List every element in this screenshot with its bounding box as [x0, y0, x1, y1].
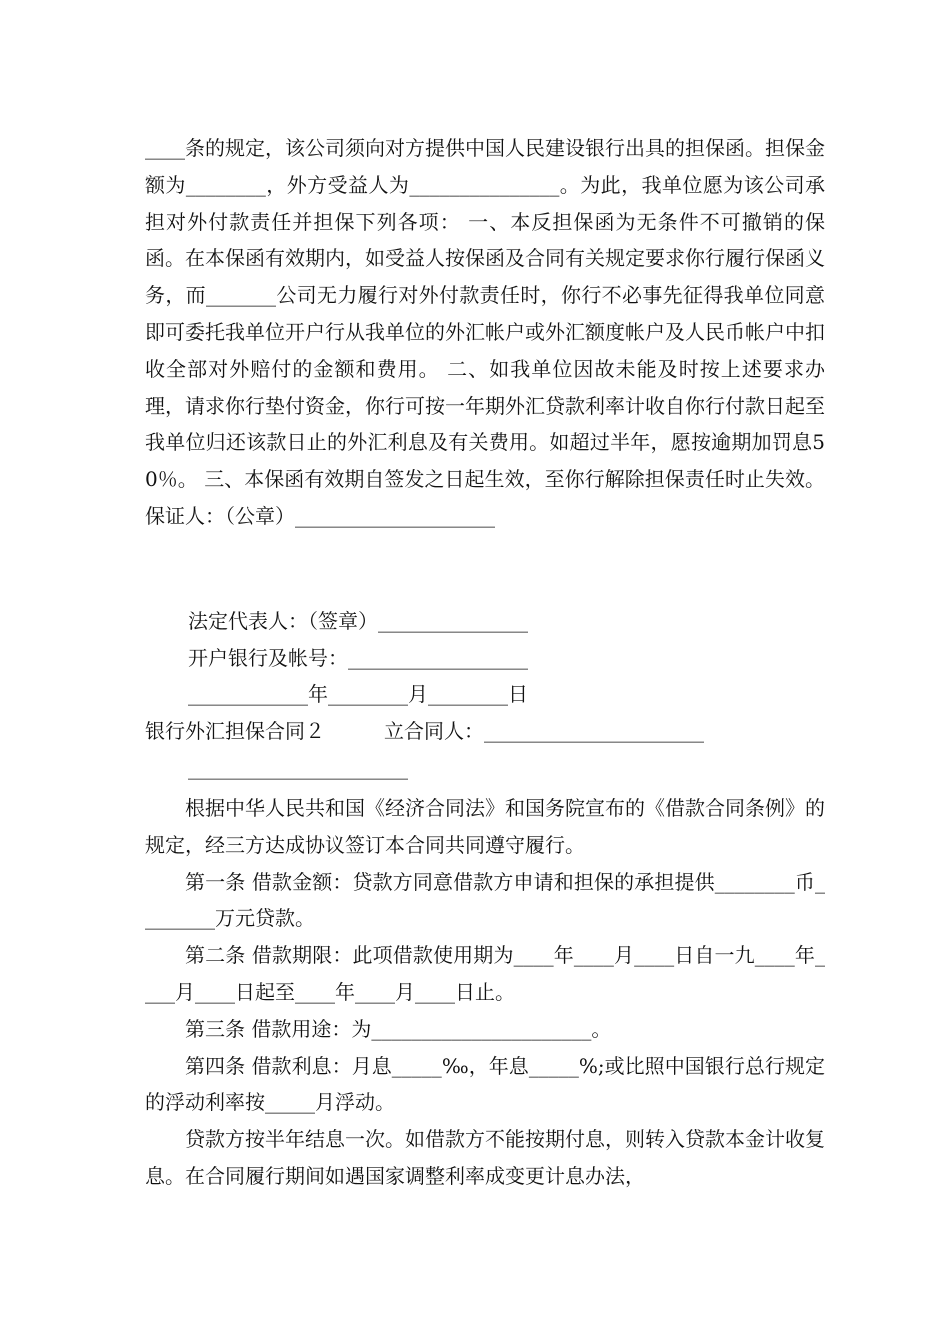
contract-parties-line-2: ______________________ — [188, 756, 408, 780]
contract-title: 银行外汇担保合同２ — [145, 719, 325, 743]
bank-account-line: 开户银行及帐号：__________________ — [188, 646, 528, 670]
legal-representative-line: 法定代表人：（签章）_______________ — [188, 609, 528, 633]
article-3-purpose: 第三条 借款用途：为______________________。 — [185, 1016, 612, 1041]
paragraph-guarantee-terms: ____条的规定，该公司须向对方提供中国人民建设银行出具的担保函。担保金额为________，外方受益人为_______________。为此，我单位愿为该公司承担对外付款责任并担保下列各项： 一、本反担保函为无条件不可撤销的保函。在本保函有效期内，如受益人按保函及合同有关规定要求你行履行保函义务，而_______公司无力履行对外付款责任时，你行不必事先征得我单位同意即可委托我单位开户行从我单位的外汇帐户或外汇额度帐户及人民币帐户中扣收全部对外赔付的金额和费用。 二、如我单位因故未能及时按上述要求办理，请求你行垫付资金，你行可按一年期外汇贷款利率计收自你行付款日起至我单位归还该款日止的外汇利息及有关费用。如超过半年，愿按逾期加罚息50％。 三、本保函有效期自签发之日起生效，至你行解除担保责任时止失效。保证人：（公章）____________________ — [145, 136, 825, 528]
guarantee-body — [145, 130, 825, 535]
contract-body — [145, 790, 825, 1195]
article-2-term: 第二条 借款期限：此项借款使用期为____年____月____日自一九____年____月____日起至____年____月____日止。 — [145, 943, 825, 1004]
article-4-interest: 第四条 借款利息：月息_____‰，年息_____%;或比照中国银行总行规定的浮动利率按_____月浮动。 — [145, 1053, 825, 1115]
date-line: ____________年________月________日 — [188, 682, 528, 706]
contract-parties-label: 立合同人：______________________ — [384, 719, 704, 743]
paragraph-intro: 根据中华人民共和国《经济合同法》和国务院宣布的《借款合同条例》的规定，经三方达成协议签订本合同共同遵守履行。 — [145, 796, 825, 857]
paragraph-interest-settlement: 贷款方按半年结息一次。如借款方不能按期付息，则转入贷款本金计收复息。在合同履行期间如遇国家调整利率成变更计息办法， — [145, 1127, 825, 1188]
article-1-amount: 第一条 借款金额：贷款方同意借款方申请和担保的承担提供________币________万元贷款。 — [145, 869, 825, 931]
